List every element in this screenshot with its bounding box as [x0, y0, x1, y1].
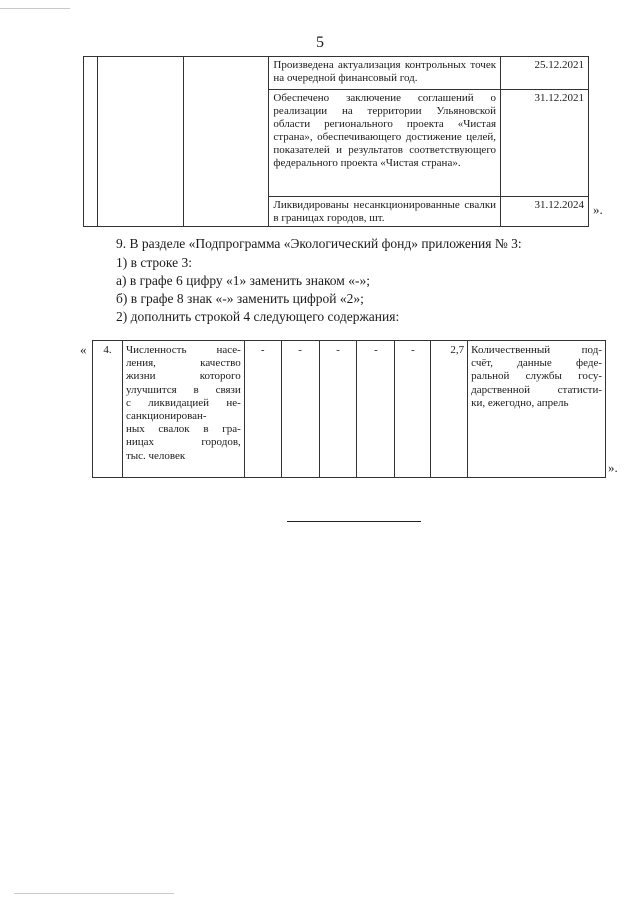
data-source-line: дарственной статисти-	[471, 383, 602, 396]
table-cell-empty	[84, 57, 98, 227]
indicator-name-line: санкционирован-	[125, 410, 207, 423]
page-number: 5	[316, 34, 324, 51]
new-row-table	[92, 340, 606, 478]
scan-artifact-top	[0, 8, 70, 9]
control-point-text: Произведена актуализация контрольных точек на очередной финансовый год.	[269, 57, 501, 90]
instruction-line: 1) в строке 3:	[116, 255, 193, 270]
value-cell: -	[395, 341, 431, 478]
closing-quote: ».	[608, 460, 618, 475]
separator-line	[287, 521, 421, 522]
indicator-name-line: Численность насе-	[125, 344, 241, 356]
instruction-line: б) в графе 8 знак «-» заменить цифрой «2»;	[116, 291, 364, 306]
data-source-line: ральной службы госу-	[471, 370, 602, 383]
row-number: 4.	[93, 341, 123, 478]
indicator-name-line: улучшится в связи	[125, 383, 241, 396]
table-row	[84, 57, 589, 90]
scan-artifact-bottom	[14, 893, 174, 894]
indicator-name-line: ницах городов,	[125, 436, 241, 449]
table-cell-empty	[183, 57, 269, 227]
instruction-line: 2) дополнить строкой 4 следующего содержания:	[116, 309, 400, 324]
indicator-name-line: тыс. человек	[125, 449, 186, 462]
control-point-text: Ликвидированы несанкционированные свалки в границах городов, шт.	[269, 197, 501, 227]
data-source	[468, 341, 606, 478]
closing-quote: ».	[593, 202, 603, 217]
continuation-table	[83, 56, 589, 227]
opening-quote: «	[80, 342, 87, 357]
data-source-line: счёт, данные феде-	[471, 357, 602, 370]
value-cell: -	[281, 341, 319, 478]
indicator-name-line: жизни которого	[125, 370, 241, 383]
value-cell: -	[357, 341, 395, 478]
data-source-line: Количественный под-	[471, 344, 602, 356]
indicator-name	[122, 341, 244, 478]
control-point-text: Обеспечено заключение соглашений о реализации на территории Ульяновской области регионального проекта «Чистая страна», обеспечивающего достижение целей, показателей и результатов соответствующего федерального проекта «Чистая страна».	[269, 90, 501, 197]
indicator-name-line: ления, качество	[125, 357, 241, 370]
value-cell: -	[319, 341, 357, 478]
value-cell: 2,7	[431, 341, 468, 478]
control-point-date: 31.12.2021	[501, 90, 589, 197]
instruction-line: а) в графе 6 цифру «1» заменить знаком «-»;	[116, 273, 370, 288]
instruction-line: 9. В разделе «Подпрограмма «Экологический фонд» приложения № 3:	[116, 236, 522, 251]
control-point-date: 25.12.2021	[501, 57, 589, 90]
table-cell-empty	[97, 57, 183, 227]
indicator-name-line: с ликвидацией не-	[125, 396, 241, 409]
table-row	[93, 341, 606, 478]
indicator-name-line: ных свалок в гра-	[125, 423, 241, 436]
value-cell: -	[244, 341, 281, 478]
control-point-date: 31.12.2024	[501, 197, 589, 227]
data-source-line: ки, ежегодно, апрель	[471, 396, 569, 409]
